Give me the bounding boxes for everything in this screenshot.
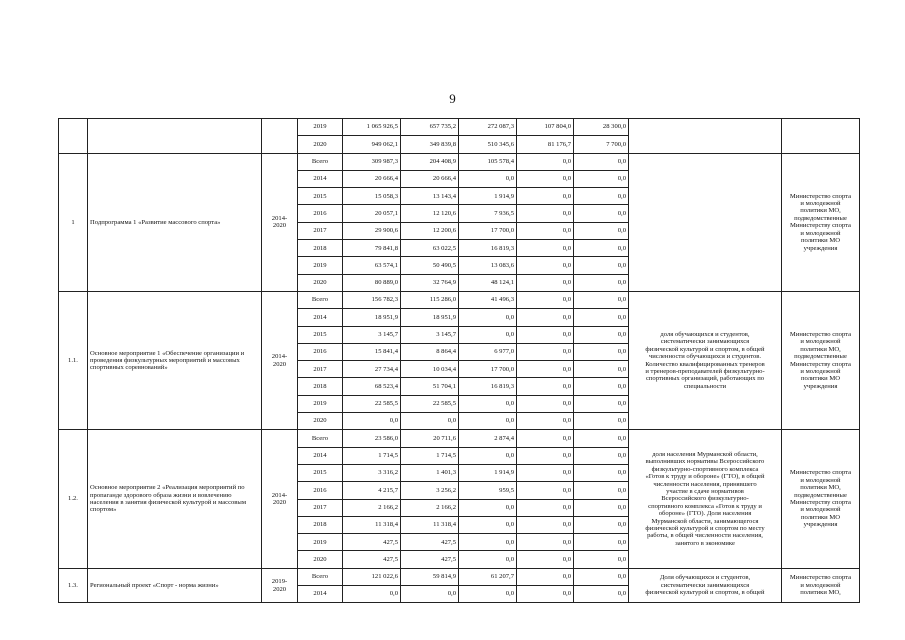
value-cell: 0,0 (574, 240, 629, 257)
year-cell: 2016 (298, 343, 343, 360)
indicator-text: Доля обучающихся и студентов, систематически занимающихся физической культурой и спортом, в общей (629, 568, 782, 603)
year-cell: 2019 (298, 257, 343, 274)
year-cell: 2014 (298, 170, 343, 187)
value-cell: 0,0 (517, 482, 574, 499)
value-cell: 349 839,8 (401, 136, 459, 153)
total-cell: 22 585,5 (343, 395, 401, 412)
value-cell: 0,0 (459, 586, 517, 603)
value-cell: 0,0 (459, 516, 517, 533)
item-number: 1.3. (59, 568, 88, 603)
year-cell: 2017 (298, 222, 343, 239)
value-cell: 0,0 (574, 499, 629, 516)
value-cell: 0,0 (574, 516, 629, 533)
year-cell: 2015 (298, 464, 343, 481)
value-cell: 0,0 (574, 274, 629, 291)
value-cell: 0,0 (517, 413, 574, 430)
year-cell: 2016 (298, 205, 343, 222)
value-cell: 0,0 (517, 240, 574, 257)
value-cell: 0,0 (574, 430, 629, 447)
value-cell: 0,0 (401, 586, 459, 603)
year-cell: 2020 (298, 551, 343, 568)
value-cell: 0,0 (517, 447, 574, 464)
value-cell: 0,0 (517, 274, 574, 291)
page-number: 9 (449, 91, 456, 106)
value-cell: 105 578,4 (459, 153, 517, 170)
total-cell: 156 782,3 (343, 291, 401, 308)
name-cell (88, 119, 262, 154)
total-cell: 20 666,4 (343, 170, 401, 187)
value-cell: 657 735,2 (401, 119, 459, 136)
item-period: 2014- 2020 (262, 291, 298, 429)
year-cell: 2019 (298, 119, 343, 136)
total-cell: 27 734,4 (343, 361, 401, 378)
value-cell: 0,0 (574, 309, 629, 326)
value-cell: 0,0 (401, 413, 459, 430)
value-cell: 48 124,1 (459, 274, 517, 291)
value-cell: 0,0 (517, 291, 574, 308)
item-name: Основное мероприятие 2 «Реализация мероприятий по пропаганде здорового образа жизни и вовлечению населения в занятия физической культурой и массовым спортом» (88, 430, 262, 568)
total-cell: 11 318,4 (343, 516, 401, 533)
value-cell: 0,0 (459, 499, 517, 516)
value-cell: 50 490,5 (401, 257, 459, 274)
total-cell: 2 166,2 (343, 499, 401, 516)
total-cell: 0,0 (343, 586, 401, 603)
total-cell: 18 951,9 (343, 309, 401, 326)
value-cell: 0,0 (574, 482, 629, 499)
year-cell: 2015 (298, 326, 343, 343)
value-cell: 13 083,6 (459, 257, 517, 274)
table-row (59, 119, 860, 136)
total-cell: 15 058,3 (343, 188, 401, 205)
value-cell: 0,0 (517, 499, 574, 516)
value-cell: 11 318,4 (401, 516, 459, 533)
table-row (59, 568, 860, 585)
value-cell: 0,0 (574, 326, 629, 343)
total-cell: 0,0 (343, 413, 401, 430)
value-cell: 0,0 (574, 464, 629, 481)
total-cell: 80 889,0 (343, 274, 401, 291)
value-cell: 0,0 (517, 464, 574, 481)
total-cell: 20 057,1 (343, 205, 401, 222)
table-body (59, 119, 860, 603)
value-cell: 0,0 (517, 222, 574, 239)
item-name: Подпрограмма 1 «Развитие массового спорта» (88, 153, 262, 291)
year-cell: 2015 (298, 188, 343, 205)
value-cell: 427,5 (401, 551, 459, 568)
year-cell: 2019 (298, 395, 343, 412)
year-cell: Всего (298, 153, 343, 170)
value-cell: 3 256,2 (401, 482, 459, 499)
year-cell: Всего (298, 291, 343, 308)
value-cell: 2 166,2 (401, 499, 459, 516)
value-cell: 0,0 (517, 430, 574, 447)
value-cell: 272 087,3 (459, 119, 517, 136)
value-cell: 0,0 (517, 153, 574, 170)
budget-table (58, 118, 860, 603)
value-cell: 8 864,4 (401, 343, 459, 360)
total-cell: 4 215,7 (343, 482, 401, 499)
period-cell (262, 119, 298, 154)
value-cell: 0,0 (459, 309, 517, 326)
indicator-text: доля населения Мурманской области, выполнивших нормативы Всероссийского физкультурно-спортивного комплекса «Готов к труду и обороне» (ГТО), в общей численности населения, принявшего участие в сдаче нормативов Всероссийского физкультурно- спортивного комплекса «Готов к труду и обороне» (ГТО). Доля населения Мурманской области, занимающегося физической культурой и спортом по месту работы, в общей численности населения, занятого в экономике (629, 430, 782, 568)
value-cell: 0,0 (459, 170, 517, 187)
value-cell: 115 286,0 (401, 291, 459, 308)
year-cell: Всего (298, 430, 343, 447)
value-cell: 959,5 (459, 482, 517, 499)
value-cell: 0,0 (517, 516, 574, 533)
value-cell: 0,0 (517, 257, 574, 274)
value-cell: 0,0 (574, 222, 629, 239)
value-cell: 7 700,0 (574, 136, 629, 153)
value-cell: 17 700,0 (459, 361, 517, 378)
indicator-text: доля обучающихся и студентов, систематически занимающихся физической культурой и спортом, в общей численности обучающихся и студентов. Количество квалифицированных тренеров и тренеров-преподавателей физкультурно- спортивных организаций, работающих по специальности (629, 291, 782, 429)
item-number: 1 (59, 153, 88, 291)
total-cell: 23 586,0 (343, 430, 401, 447)
value-cell: 0,0 (459, 447, 517, 464)
value-cell: 41 496,3 (459, 291, 517, 308)
table-row (59, 291, 860, 308)
value-cell: 0,0 (517, 568, 574, 585)
value-cell: 0,0 (574, 188, 629, 205)
value-cell: 16 819,3 (459, 378, 517, 395)
total-cell: 63 574,1 (343, 257, 401, 274)
table-row (59, 153, 860, 170)
total-cell: 29 900,6 (343, 222, 401, 239)
value-cell: 20 711,6 (401, 430, 459, 447)
value-cell: 10 034,4 (401, 361, 459, 378)
value-cell: 0,0 (517, 188, 574, 205)
total-cell: 949 062,1 (343, 136, 401, 153)
value-cell: 63 022,5 (401, 240, 459, 257)
year-cell: 2020 (298, 274, 343, 291)
value-cell: 0,0 (574, 291, 629, 308)
indicator-text (629, 153, 782, 291)
value-cell: 0,0 (517, 343, 574, 360)
table-row (59, 430, 860, 447)
value-cell: 0,0 (517, 361, 574, 378)
value-cell: 28 300,0 (574, 119, 629, 136)
value-cell: 0,0 (517, 395, 574, 412)
value-cell: 0,0 (517, 534, 574, 551)
value-cell: 0,0 (574, 551, 629, 568)
value-cell: 2 874,4 (459, 430, 517, 447)
num-cell (59, 119, 88, 154)
total-cell: 3 145,7 (343, 326, 401, 343)
total-cell: 427,5 (343, 551, 401, 568)
value-cell: 0,0 (574, 534, 629, 551)
value-cell: 81 176,7 (517, 136, 574, 153)
value-cell: 0,0 (459, 413, 517, 430)
total-cell: 79 841,8 (343, 240, 401, 257)
value-cell: 1 401,3 (401, 464, 459, 481)
value-cell: 7 936,5 (459, 205, 517, 222)
total-cell: 68 523,4 (343, 378, 401, 395)
value-cell: 0,0 (459, 395, 517, 412)
year-cell: 2019 (298, 534, 343, 551)
value-cell: 0,0 (574, 395, 629, 412)
item-period: 2014- 2020 (262, 153, 298, 291)
value-cell: 1 714,5 (401, 447, 459, 464)
value-cell: 1 914,9 (459, 188, 517, 205)
year-cell: 2018 (298, 378, 343, 395)
value-cell: 16 819,3 (459, 240, 517, 257)
year-cell: 2018 (298, 516, 343, 533)
value-cell: 0,0 (517, 309, 574, 326)
total-cell: 3 316,2 (343, 464, 401, 481)
total-cell: 427,5 (343, 534, 401, 551)
year-cell: 2017 (298, 361, 343, 378)
value-cell: 0,0 (574, 257, 629, 274)
value-cell: 12 200,6 (401, 222, 459, 239)
year-cell: 2020 (298, 136, 343, 153)
value-cell: 0,0 (574, 170, 629, 187)
indicator-cell (629, 119, 782, 154)
total-cell: 1 065 926,5 (343, 119, 401, 136)
value-cell: 0,0 (459, 534, 517, 551)
value-cell: 20 666,4 (401, 170, 459, 187)
responsible-text: Министерство спорта и молодежной политики МО, подведомственные Министерству спорта и молодежной политики МО учреждения (782, 291, 860, 429)
year-cell: 2018 (298, 240, 343, 257)
year-cell: 2014 (298, 447, 343, 464)
item-period: 2014- 2020 (262, 430, 298, 568)
total-cell: 309 987,3 (343, 153, 401, 170)
year-cell: 2014 (298, 309, 343, 326)
year-cell: 2016 (298, 482, 343, 499)
value-cell: 0,0 (517, 378, 574, 395)
item-name: Региональный проект «Спорт - норма жизни» (88, 568, 262, 603)
value-cell: 0,0 (574, 586, 629, 603)
value-cell: 0,0 (574, 153, 629, 170)
total-cell: 1 714,5 (343, 447, 401, 464)
item-period: 2019- 2020 (262, 568, 298, 603)
year-cell: 2017 (298, 499, 343, 516)
item-number: 1.2. (59, 430, 88, 568)
year-cell: 2020 (298, 413, 343, 430)
value-cell: 18 951,9 (401, 309, 459, 326)
value-cell: 1 914,9 (459, 464, 517, 481)
value-cell: 0,0 (459, 326, 517, 343)
value-cell: 17 700,0 (459, 222, 517, 239)
value-cell: 427,5 (401, 534, 459, 551)
value-cell: 0,0 (574, 413, 629, 430)
item-name: Основное мероприятие 1 «Обеспечение организации и проведения физкультурных мероприятий и массовых спортивных соревнований» (88, 291, 262, 429)
value-cell: 6 977,0 (459, 343, 517, 360)
value-cell: 13 143,4 (401, 188, 459, 205)
year-cell: 2014 (298, 586, 343, 603)
value-cell: 3 145,7 (401, 326, 459, 343)
responsible-text: Министерство спорта и молодежной политики МО, подведомственные Министерству спорта и молодежной политики МО учреждения (782, 153, 860, 291)
responsible-cell (782, 119, 860, 154)
value-cell: 0,0 (574, 568, 629, 585)
value-cell: 12 120,6 (401, 205, 459, 222)
value-cell: 0,0 (574, 343, 629, 360)
total-cell: 121 022,6 (343, 568, 401, 585)
item-number: 1.1. (59, 291, 88, 429)
year-cell: Всего (298, 568, 343, 585)
value-cell: 0,0 (517, 326, 574, 343)
value-cell: 0,0 (517, 205, 574, 222)
responsible-text: Министерство спорта и молодежной политики МО, (782, 568, 860, 603)
value-cell: 107 804,0 (517, 119, 574, 136)
value-cell: 0,0 (574, 205, 629, 222)
value-cell: 0,0 (574, 378, 629, 395)
responsible-text: Министерство спорта и молодежной политики МО, подведомственные Министерству спорта и молодежной политики МО учреждения (782, 430, 860, 568)
value-cell: 22 585,5 (401, 395, 459, 412)
value-cell: 0,0 (574, 361, 629, 378)
value-cell: 0,0 (517, 586, 574, 603)
value-cell: 61 207,7 (459, 568, 517, 585)
value-cell: 204 408,9 (401, 153, 459, 170)
value-cell: 32 764,9 (401, 274, 459, 291)
value-cell: 59 814,9 (401, 568, 459, 585)
value-cell: 0,0 (517, 170, 574, 187)
total-cell: 15 841,4 (343, 343, 401, 360)
value-cell: 0,0 (459, 551, 517, 568)
value-cell: 510 345,6 (459, 136, 517, 153)
value-cell: 0,0 (517, 551, 574, 568)
value-cell: 0,0 (574, 447, 629, 464)
value-cell: 51 704,1 (401, 378, 459, 395)
